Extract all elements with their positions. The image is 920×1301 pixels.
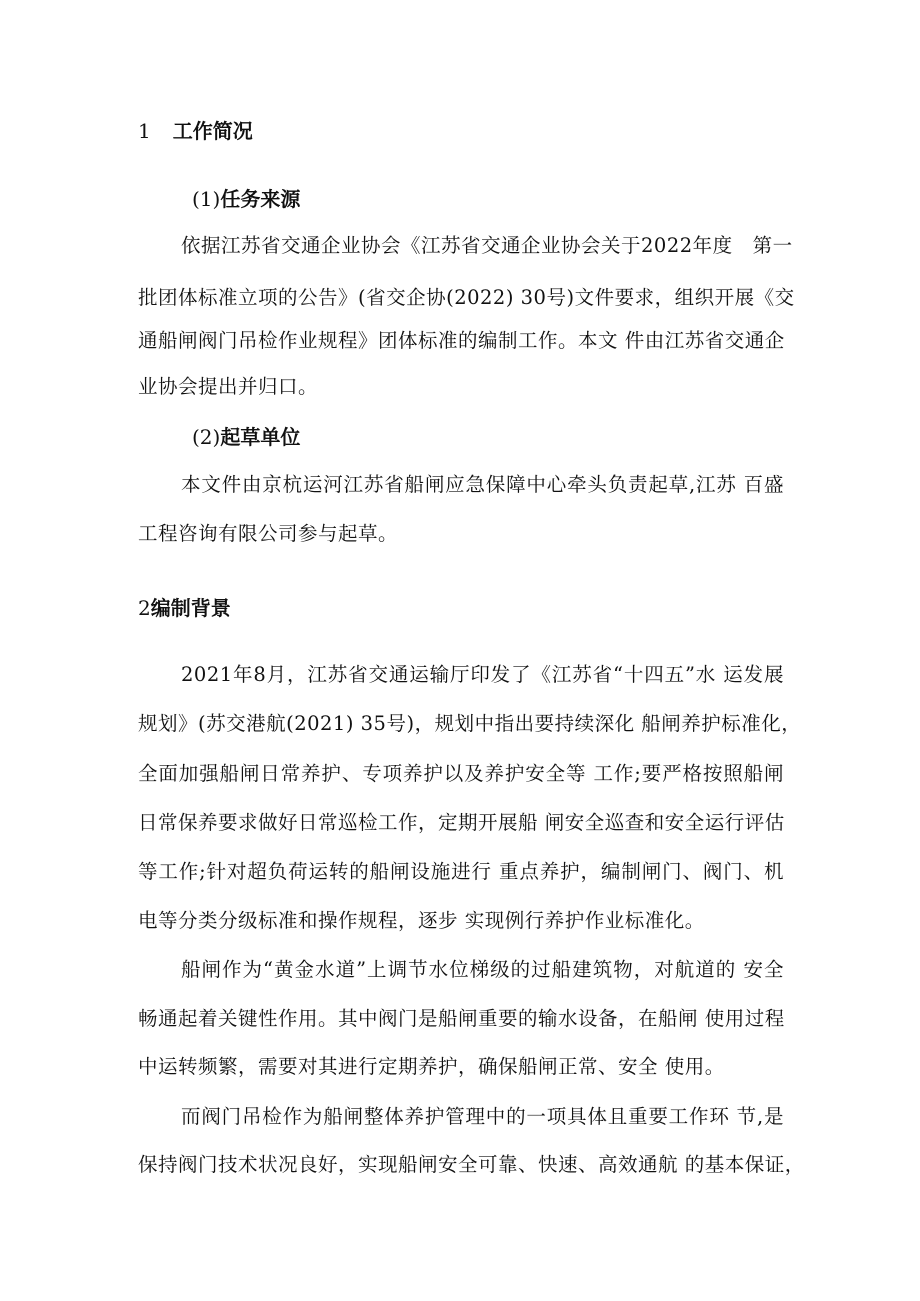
subsection-2-heading: [192, 422, 300, 452]
section-2-title: 编制背景: [150, 596, 231, 620]
paragraph-line: 中运转频繁，需要对其进行定期养护，确保船闸正常、安全 使用。: [138, 1055, 725, 1078]
paragraph-line: 船闸作为“黄金水道”上调节水位梯级的过船建筑物，对航道的 安全: [181, 958, 784, 981]
paragraph-line: 批团体标准立项的公告》(省交企协(2022) 30号)文件要求，组织开展《交: [138, 286, 795, 309]
paragraph-line: 等工作;针对超负荷运转的船闸设施进行 重点养护，编制闸门、阀门、机: [138, 860, 784, 883]
paragraph-line: 全面加强船闸日常养护、专项养护以及养护安全等 工作;要严格按照船闸: [138, 762, 784, 785]
paragraph-line: 依据江苏省交通企业协会《江苏省交通企业协会关于2022年度 第一: [181, 234, 793, 257]
paragraph-line: 电等分类分级标准和操作规程，逐步 实现例行养护作业标准化。: [138, 909, 705, 932]
section-2-heading: [138, 593, 231, 623]
subsection-1-heading: [192, 184, 300, 214]
paragraph-line: 畅通起着关键性作用。其中阀门是船闸重要的输水设备，在船闸 使用过程: [138, 1007, 785, 1030]
paragraph-line: 2021年8月，江苏省交通运输厅印发了《江苏省“十四五”水 运发展: [181, 663, 784, 686]
paragraph-line: 保持阀门技术状况良好，实现船闸安全可靠、快速、高效通航 的基本保证，: [138, 1153, 805, 1176]
paragraph-line: 业协会提出并归口。: [138, 375, 319, 398]
paragraph-line: 通船闸阀门吊检作业规程》团体标准的编制工作。本文 件由江苏省交通企: [138, 329, 785, 352]
section-1-number: 1: [138, 119, 151, 143]
section-1-heading: [138, 116, 253, 146]
paragraph-line: 本文件由京杭运河江苏省船闸应急保障中心牵头负责起草,江苏 百盛: [181, 473, 784, 496]
paragraph-line: 而阀门吊检作为船闸整体养护管理中的一项具体且重要工作环 节,是: [181, 1105, 784, 1128]
subsection-1-title: 任务来源: [220, 187, 301, 211]
subsection-2-title: 起草单位: [220, 425, 301, 449]
subsection-1-number: (1): [192, 187, 221, 211]
subsection-2-number: (2): [192, 425, 221, 449]
paragraph-line: 工程咨询有限公司参与起草。: [138, 522, 399, 545]
paragraph-line: 日常保养要求做好日常巡检工作，定期开展船 闸安全巡查和安全运行评估: [138, 811, 785, 834]
section-2-number: 2: [138, 596, 151, 620]
section-1-title: 工作简况: [172, 119, 253, 143]
paragraph-line: 规划》(苏交港航(2021) 35号)，规划中指出要持续深化 船闸养护标准化，: [138, 712, 802, 735]
